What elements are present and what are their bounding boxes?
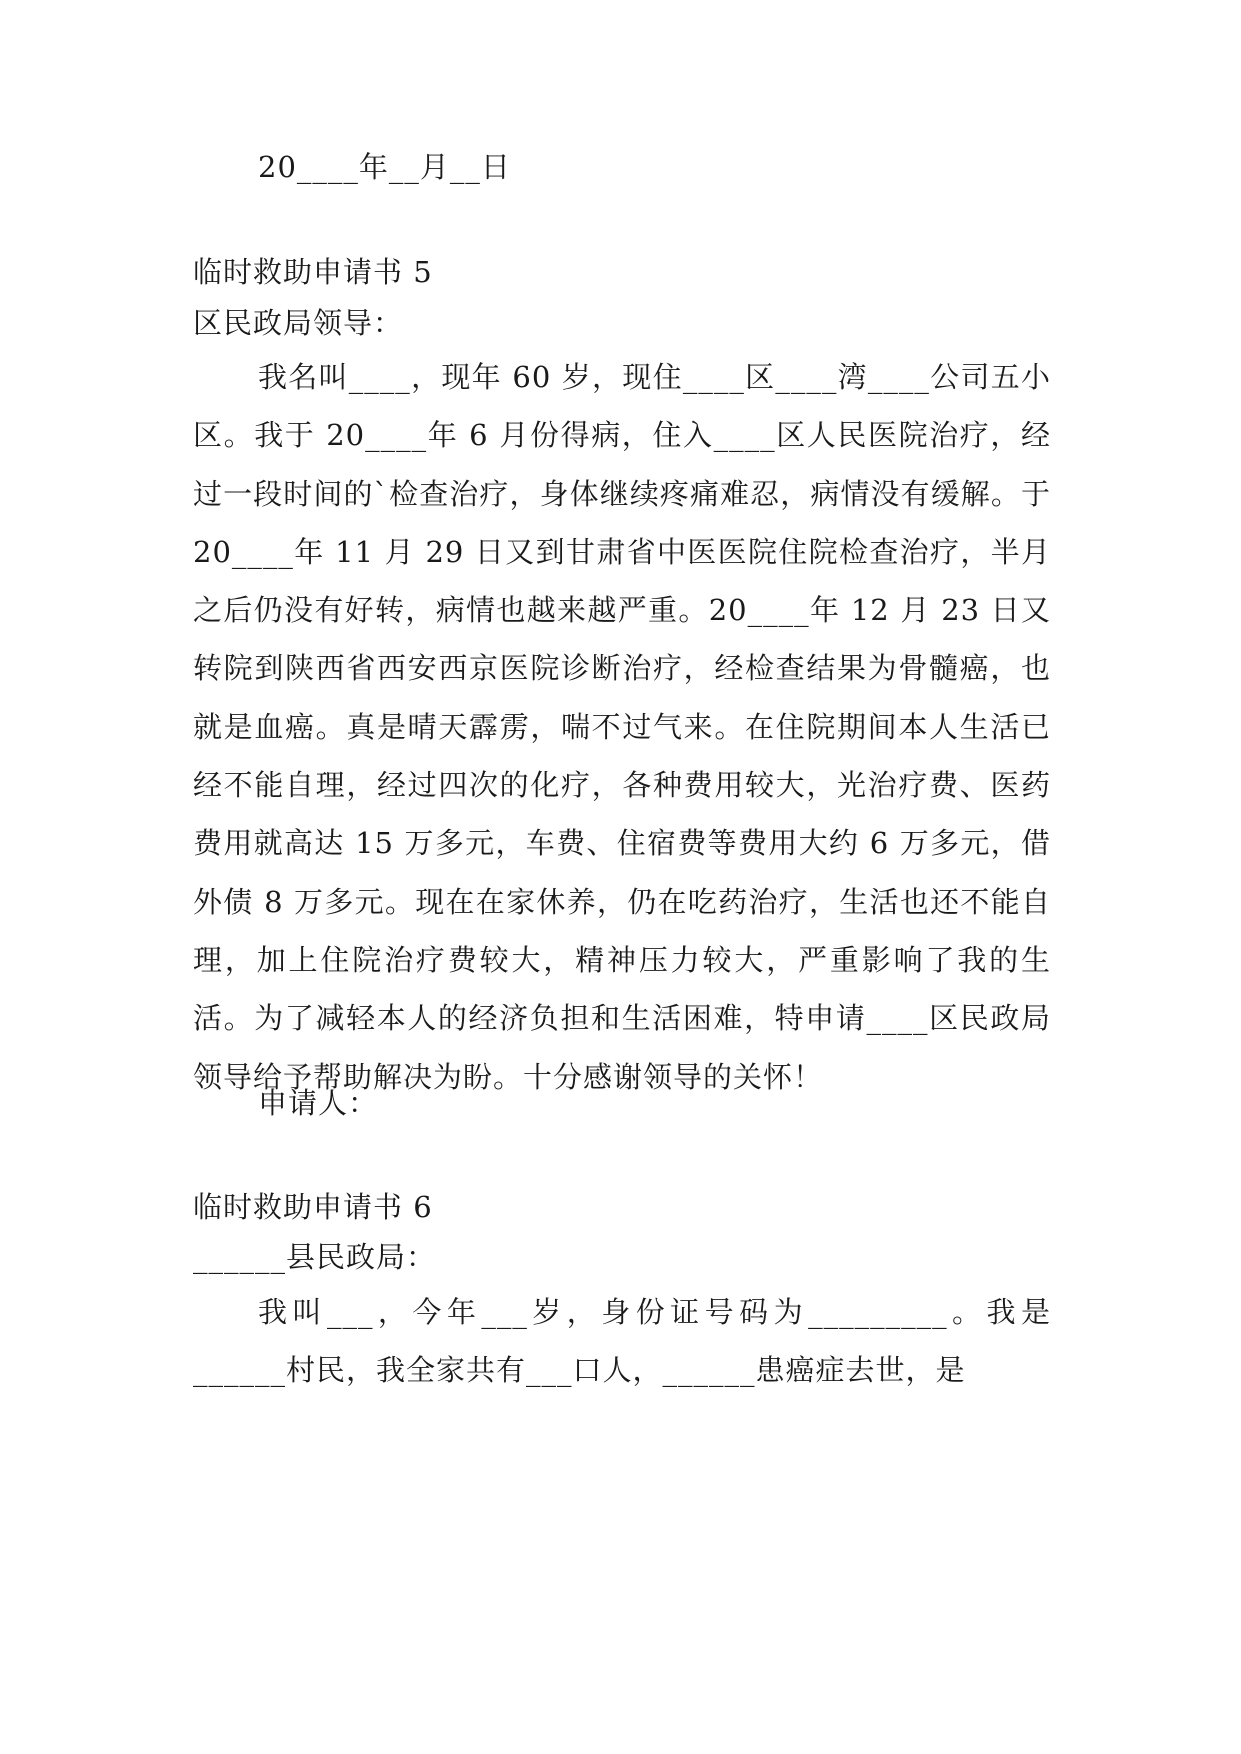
section5-body: 我名叫____，现年 60 岁，现住____区____湾____公司五小区。我于 20____年 6 月份得病，住入____区人民医院治疗，经过一段时间的`检查治疗，身体继续疼痛难忍，病情没有缓解。于 20____年 11 月 29 日又到甘肃省中医医院住院检查治疗，半月之后仍没有好转，病情也越来越严重。20____年 12 月 23 日又转院到陕西省西安西京医院诊断治疗，经检查结果为骨髓癌，也就是血癌。真是晴天霹雳，喘不过气来。在住院期间本人生活已经不能自理，经过四次的化疗，各种费用较大，光治疗费、医药费用就高达 15 万多元，车费、住宿费等费用大约 6 万多元，借外债 8 万多元。现在在家休养，仍在吃药治疗，生活也还不能自理，加上住院治疗费较大，精神压力较大，严重影响了我的生活。为了减轻本人的经济负担和生活困难，特申请____区民政局领导给予帮助解决为盼。十分感谢领导的关怀！ xyxy=(193,360,1051,1094)
section6-salutation: ______县民政局： xyxy=(193,1240,437,1274)
section6-body: 我叫___，今年___岁，身份证号码为_________。我是______村民，我全家共有___口人，______患癌症去世，是 xyxy=(193,1295,1051,1388)
section5-title: 临时救助申请书 5 xyxy=(193,255,433,289)
section5-signature: 申请人： xyxy=(258,1086,379,1120)
date-line: 20____年__月__日 xyxy=(258,150,511,184)
section5-salutation: 区民政局领导： xyxy=(193,306,404,340)
section6-title: 临时救助申请书 6 xyxy=(193,1190,433,1224)
